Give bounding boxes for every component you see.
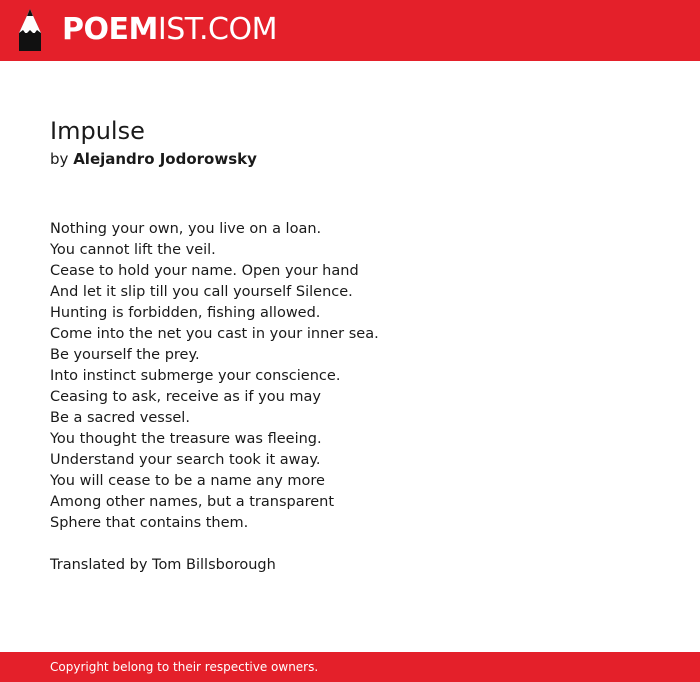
translator-note: Translated by Tom Billsborough xyxy=(50,557,276,573)
copyright-text: Copyright belong to their respective owners. xyxy=(50,660,319,674)
logo-light-text: IST.COM xyxy=(157,12,277,47)
poem-title: Impulse xyxy=(50,117,145,145)
poem-line: Ceasing to ask, receive as if you may xyxy=(50,389,321,405)
poem-line: Cease to hold your name. Open your hand xyxy=(50,263,359,279)
poem-line: Sphere that contains them. xyxy=(50,515,249,531)
poem-line: Among other names, but a transparent xyxy=(50,494,335,510)
poem-body xyxy=(50,219,379,534)
poem-line: Be yourself the prey. xyxy=(50,347,200,363)
pencil-icon[interactable] xyxy=(18,9,42,51)
poem-line: Nothing your own, you live on a loan. xyxy=(50,221,322,237)
logo-bold-text: POEM xyxy=(62,12,158,47)
author-name[interactable]: Alejandro Jodorowsky xyxy=(73,150,257,168)
poem-line: Be a sacred vessel. xyxy=(50,410,190,426)
site-footer xyxy=(0,652,700,682)
poem-line: Understand your search took it away. xyxy=(50,452,321,468)
poem-line: Come into the net you cast in your inner sea. xyxy=(50,326,379,342)
by-label: by xyxy=(50,150,69,168)
poem-line: Into instinct submerge your conscience. xyxy=(50,368,341,384)
poem-line: You will cease to be a name any more xyxy=(50,473,325,489)
poem-line: You thought the treasure was fleeing. xyxy=(50,431,322,447)
poem-line: You cannot lift the veil. xyxy=(50,242,216,258)
poem-line: And let it slip till you call yourself Silence. xyxy=(50,284,353,300)
site-logo[interactable] xyxy=(62,12,277,48)
byline xyxy=(50,149,257,169)
site-header xyxy=(0,0,700,61)
poem-line: Hunting is forbidden, fishing allowed. xyxy=(50,305,321,321)
